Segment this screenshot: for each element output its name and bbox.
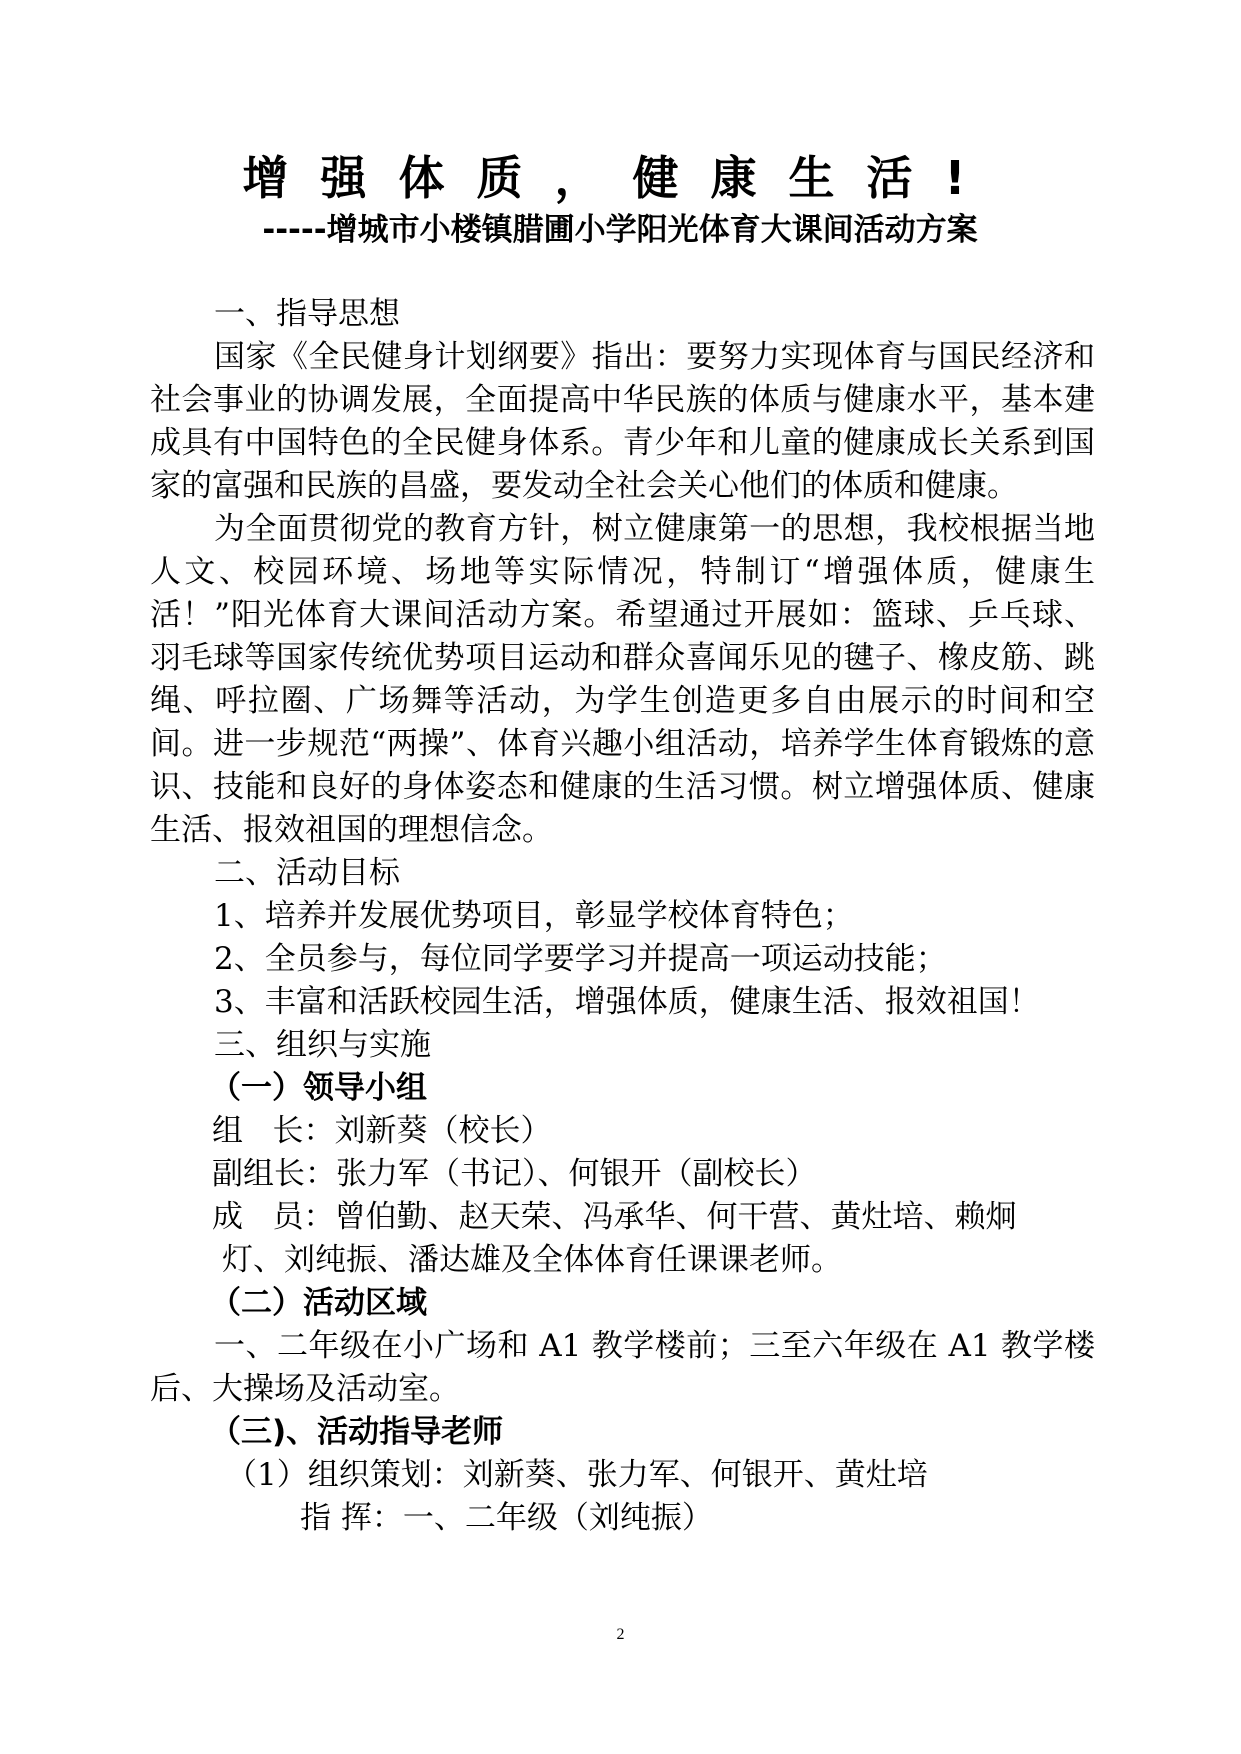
goal-item: 2、全员参与，每位同学要学习并提高一项运动技能； (214, 941, 947, 977)
subsection-heading-leadership: （一）领导小组 (210, 1070, 427, 1106)
paragraph-national-plan: 国家《全民健身计划纲要》指出：要努力实现体育与国民经济和社会事业的协调发展，全面提高中华民族的体质与健康水平，基本建成具有中国特色的全民健身体系。青少年和儿童的健康成长关系到国家的富强和民族的昌盛，要发动全社会关心他们的体质和健康。 (150, 339, 1095, 504)
leader-value: 刘新葵（校长） (334, 1113, 552, 1149)
document-subtitle: -----增城市小楼镇腊圃小学阳光体育大课间活动方案 (262, 212, 978, 248)
document-title: 增强体质，健康生活! (242, 151, 998, 205)
section-heading-goals: 二、活动目标 (214, 855, 400, 891)
planning-line: （1）组织策划：刘新葵、张力军、何银开、黄灶培 (226, 1457, 928, 1493)
command-line: 指 挥：一、二年级（刘纯振） (300, 1500, 713, 1536)
goal-item: 3、丰富和活跃校园生活，增强体质，健康生活、报效祖国！ (214, 984, 1040, 1020)
members-value: 曾伯勤、赵天荣、冯承华、何干营、黄灶培、赖炯 (334, 1199, 1017, 1235)
members-label: 成 员： (212, 1199, 335, 1235)
leader-row (150, 1110, 1095, 1153)
paragraph-area: 一、二年级在小广场和 A1 教学楼前；三至六年级在 A1 教学楼后、大操场及活动室。 (150, 1328, 1095, 1407)
deputy-label: 副组长： (212, 1156, 336, 1192)
leader-label: 组 长： (212, 1113, 335, 1149)
section-heading-guiding-thought: 一、指导思想 (214, 296, 400, 332)
paragraph-school-plan: 为全面贯彻党的教育方针，树立健康第一的思想，我校根据当地人文、校园环境、场地等实际情况，特制订“增强体质，健康生活！”阳光体育大课间活动方案。希望通过开展如：篮球、乒乓球、羽毛球等国家传统优势项目运动和群众喜闻乐见的毽子、橡皮筋、跳绳、呼拉圈、广场舞等活动，为学生创造更多自由展示的时间和空间。进一步规范“两操”、体育兴趣小组活动，培养学生体育锻炼的意识、技能和良好的身体姿态和健康的生活习惯。树立增强体质、健康生活、报效祖国的理想信念。 (150, 511, 1095, 848)
page-number: 2 (616, 1626, 625, 1643)
deputy-value: 张力军（书记）、何银开（副校长） (336, 1156, 817, 1192)
document-body (150, 293, 1095, 1540)
members-continuation: 灯、刘纯振、潘达雄及全体体育任课课老师。 (222, 1242, 842, 1278)
subsection-heading-teachers: （三)、活动指导老师 (210, 1414, 504, 1450)
deputy-row (150, 1153, 1095, 1196)
section-heading-organization: 三、组织与实施 (214, 1027, 431, 1063)
members-row (150, 1196, 1095, 1239)
subsection-heading-area: （二）活动区域 (210, 1285, 427, 1321)
goal-item: 1、培养并发展优势项目，彰显学校体育特色； (214, 898, 854, 934)
